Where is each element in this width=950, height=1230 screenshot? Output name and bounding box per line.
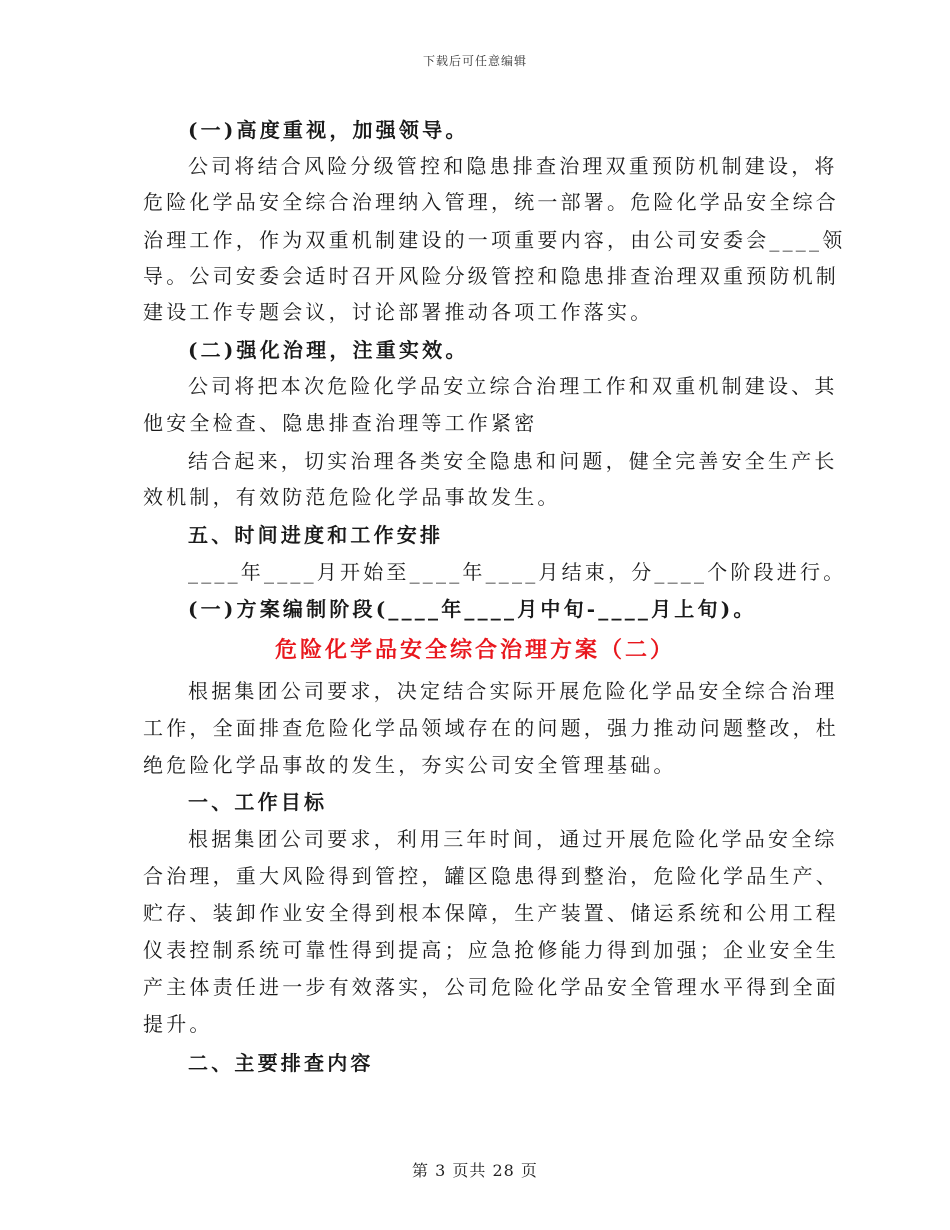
- paragraph-line: 效机制，有效防范危险化学品事故发生。: [143, 485, 561, 509]
- paragraph-line: 导。公司安委会适时召开风险分级管控和隐患排查治理双重预防机制: [143, 264, 839, 288]
- paragraph-line: 危险化学品安全综合治理纳入管理，统一部署。危险化学品安全综合: [143, 190, 839, 214]
- section-heading: 二、主要排查内容: [188, 1051, 374, 1075]
- paragraph-line: 绝危险化学品事故的发生，夯实公司安全管理基础。: [143, 753, 677, 777]
- section-heading: (一)高度重视，加强领导。: [188, 118, 469, 142]
- section-heading: 一、工作目标: [188, 790, 328, 814]
- paragraph-line: 贮存、装卸作业安全得到根本保障，生产装置、储运系统和公用工程: [143, 901, 839, 925]
- paragraph-line: 合治理，重大风险得到管控，罐区隐患得到整治，危险化学品生产、: [143, 864, 839, 888]
- section-heading: 五、时间进度和工作安排: [188, 523, 444, 547]
- paragraph-line: 根据集团公司要求，利用三年时间，通过开展危险化学品安全综: [188, 827, 838, 851]
- paragraph-line: 治理工作，作为双重机制建设的一项重要内容，由公司安委会____领: [143, 228, 846, 252]
- paragraph-line: 公司将结合风险分级管控和隐患排查治理双重预防机制建设，将: [188, 154, 838, 178]
- paragraph-line: 建设工作专题会议，讨论部署推动各项工作落实。: [143, 300, 654, 324]
- page-header: 下载后可任意编辑: [422, 54, 527, 68]
- schedule-line: ____年____月开始至____年____月结束，分____个阶段进行。: [188, 560, 847, 584]
- paragraph-line: 公司将把本次危险化学品安立综合治理工作和双重机制建设、其: [188, 374, 838, 398]
- page-footer: 第 3 页共 28 页: [412, 1161, 538, 1180]
- paragraph-line: 他安全检查、隐患排查治理等工作紧密: [143, 411, 538, 435]
- paragraph-line: 提升。: [143, 1012, 213, 1036]
- paragraph-line: 仪表控制系统可靠性得到提高；应急抢修能力得到加强；企业安全生: [143, 938, 839, 962]
- section-heading: (二)强化治理，注重实效。: [188, 338, 469, 362]
- paragraph-line: 产主体责任进一步有效落实，公司危险化学品安全管理水平得到全面: [143, 975, 839, 999]
- document-title: 危险化学品安全综合治理方案（二）: [274, 638, 675, 663]
- paragraph-line: 根据集团公司要求，决定结合实际开展危险化学品安全综合治理: [188, 679, 838, 703]
- paragraph-line: 结合起来，切实治理各类安全隐患和问题，健全完善安全生产长: [188, 449, 838, 473]
- paragraph-line: 工作，全面排查危险化学品领域存在的问题，强力推动问题整改，杜: [143, 716, 839, 740]
- section-heading: (一)方案编制阶段(____年____月中旬-____月上旬)。: [188, 597, 757, 621]
